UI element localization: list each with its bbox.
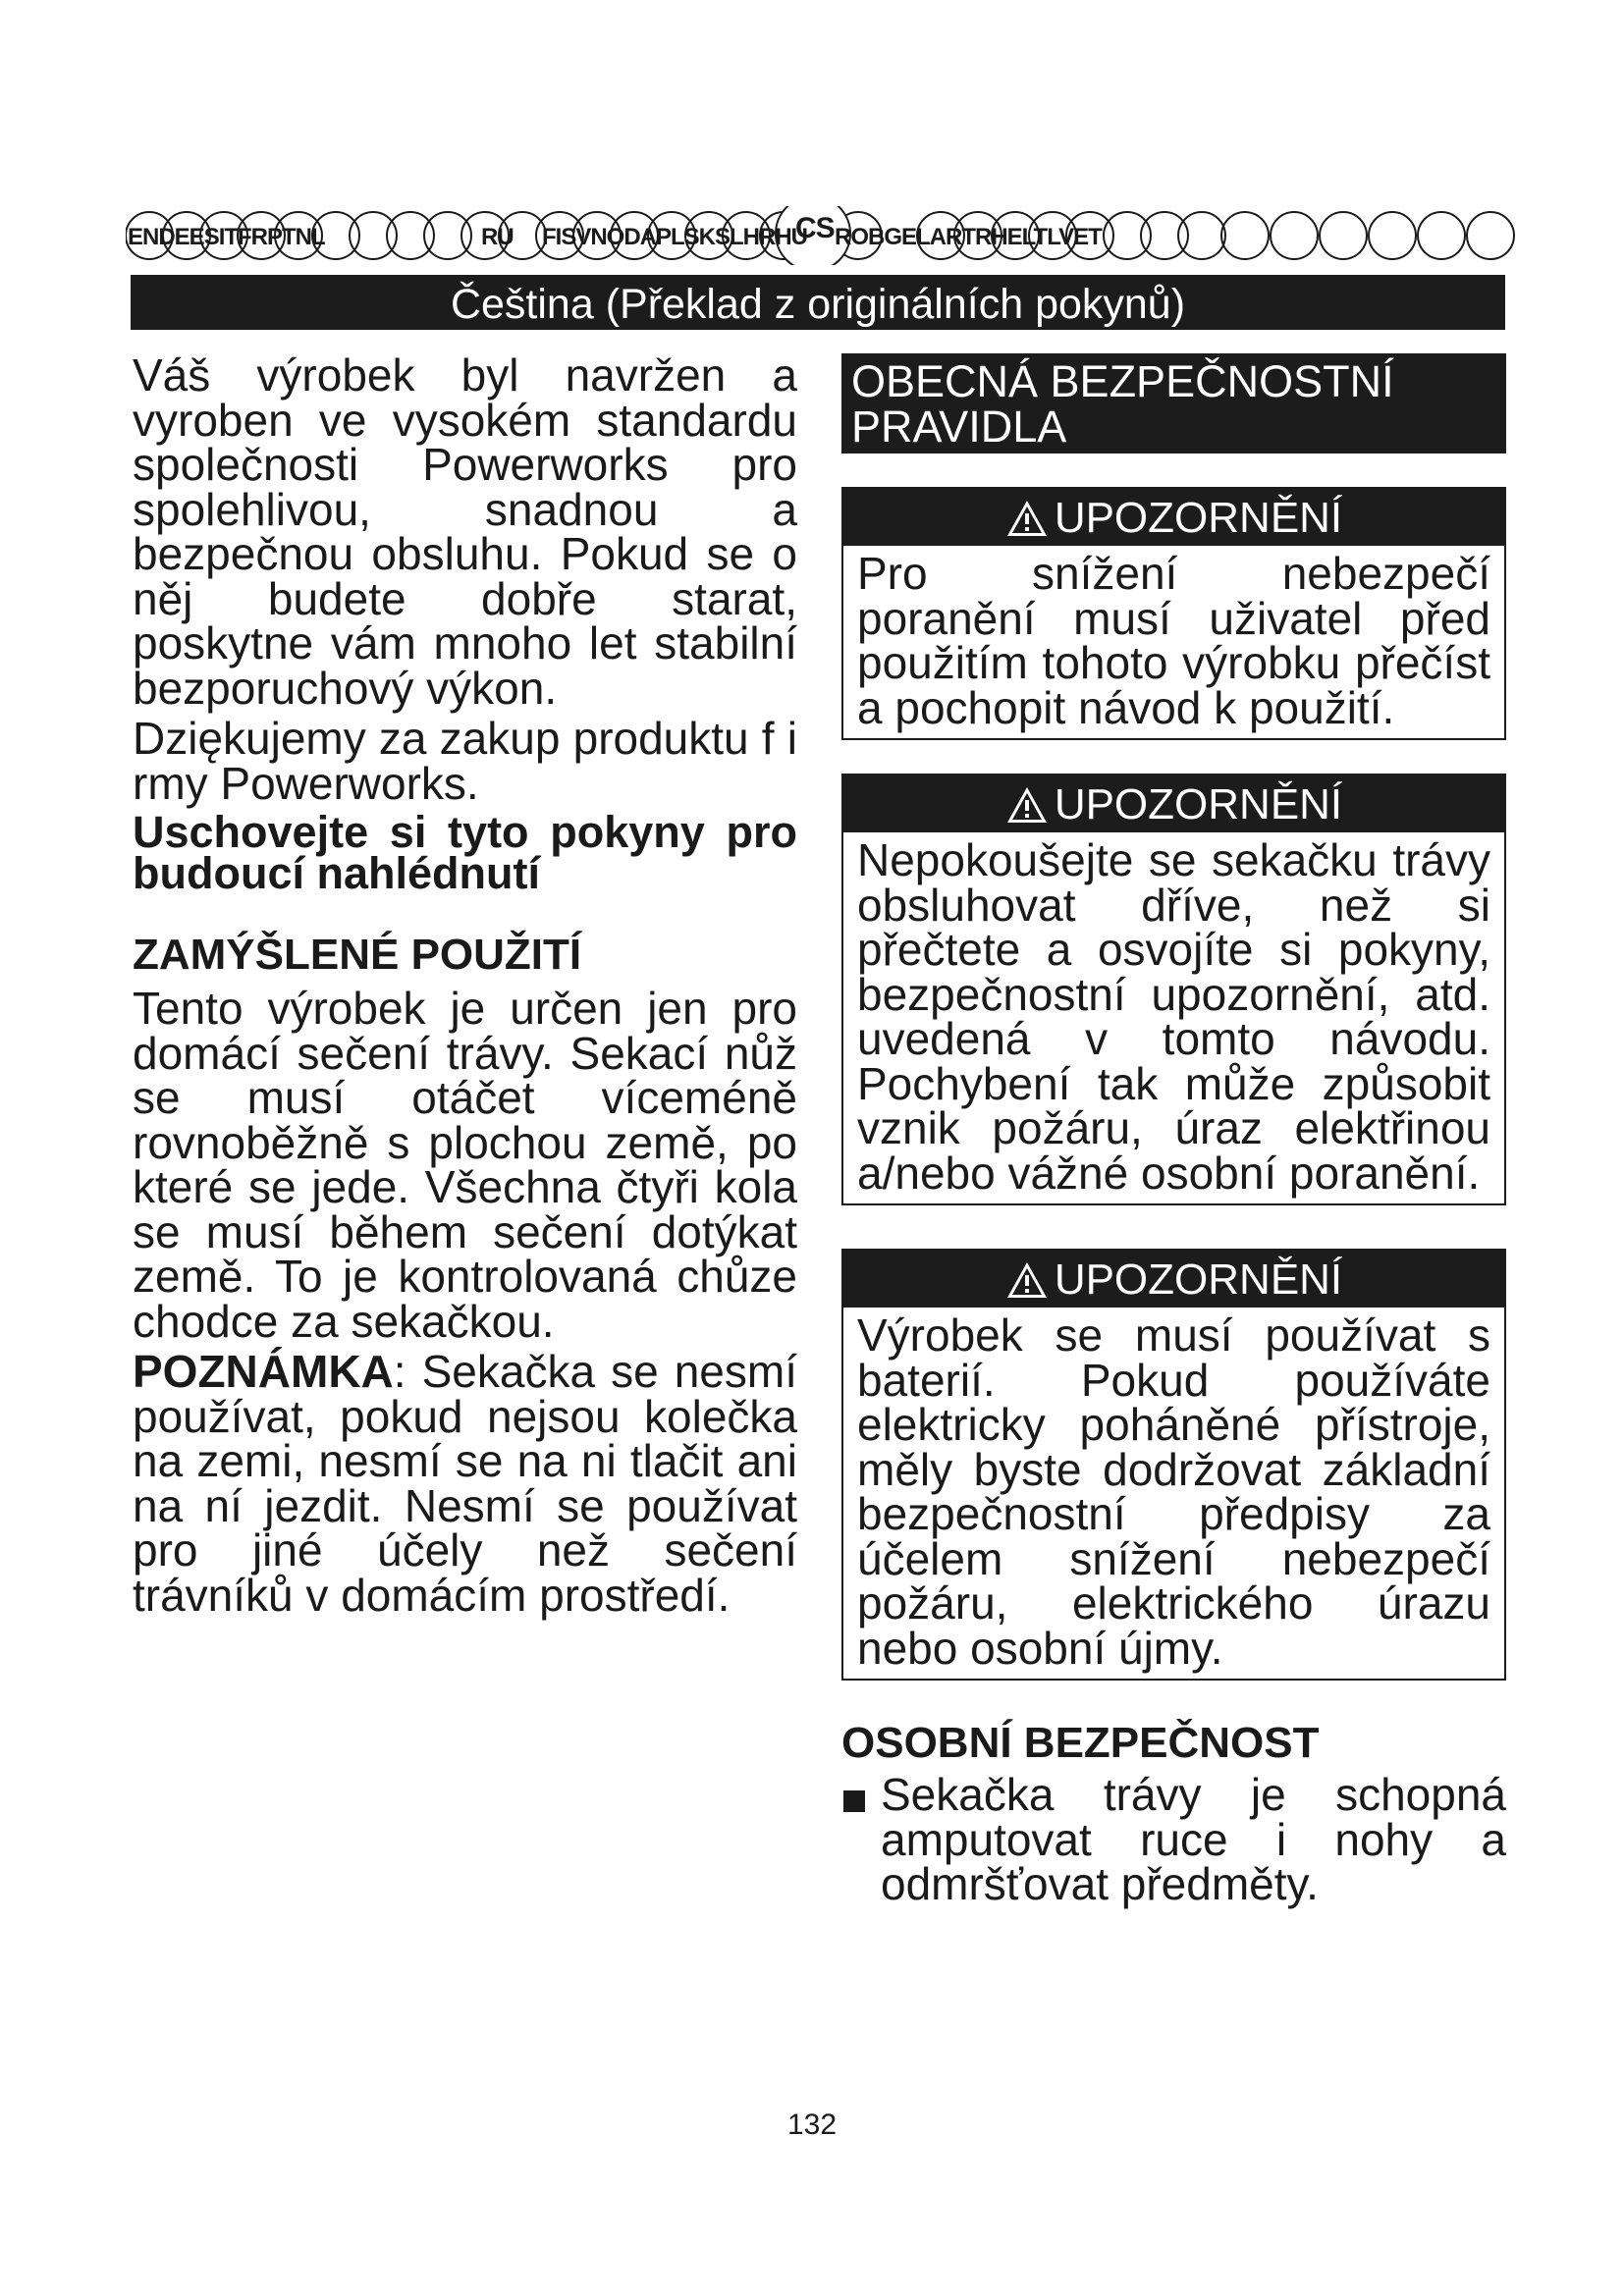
- intended-use-heading: ZAMÝŠLENÉ POUŽITÍ: [133, 931, 582, 979]
- warning-text: Výrobek se musí používat s baterií. Pokud používáte elektricky poháněné přístroje, měly byste dodržovat základní bezpečnostní předpisy za účelem snížení nebezpečí požáru, elektrického úrazu nebo osobní újmy.: [857, 1309, 1490, 1674]
- personal-safety-heading: OSOBNÍ BEZPEČNOST: [841, 1719, 1320, 1767]
- lang-group-2[interactable]: RU: [481, 224, 514, 250]
- warning-header: [843, 1251, 1504, 1308]
- thanks-paragraph: Dziękujemy za zakup produktu f i rmy Powerworks.: [133, 713, 797, 809]
- keep-instructions: Uschovejte si tyto pokyny pro budoucí nahlédnutí: [133, 807, 797, 898]
- lang-group-1[interactable]: ENDEESITFRPTNL: [128, 224, 325, 250]
- warning-label: UPOZORNĚNÍ: [1054, 494, 1343, 542]
- warning-text: Nepokoušejte se sekačku trávy obsluhovat dříve, než si přečtete a osvojíte si pokyny, bezpečnostní upozornění, atd. uvedená v tomto návodu. Pochybení tak může způsobit vznik požáru, úraz elektřinou a/nebo vážné osobní poranění.: [857, 834, 1490, 1199]
- section-title-bar: Čeština (Překlad z originálních pokynů): [131, 275, 1505, 330]
- general-safety-heading-line2: PRAVIDLA: [851, 401, 1067, 452]
- warning-box-3: [841, 1249, 1506, 1681]
- bullet-square-icon: [843, 1790, 865, 1812]
- lang-group-3[interactable]: FISVNODAPLSKSLHRHU: [542, 224, 808, 250]
- note-text: : Sekačka se nesmí používat, pokud nejsou kolečka na zemi, nesmí se na ni tlačit ani na ní jezdit. Nesmí se používat pro jiné účely než sečení trávníků v domácím prostředí.: [133, 1346, 797, 1621]
- lang-active[interactable]: CS: [795, 212, 835, 244]
- warning-text: Pro snížení nebezpečí poranění musí uživatel před použitím tohoto výrobku přečíst a pochopit návod k použití.: [857, 548, 1490, 733]
- warning-triangle-icon: [1005, 1260, 1049, 1300]
- warning-label: UPOZORNĚNÍ: [1054, 1255, 1343, 1304]
- page-number: 132: [786, 2109, 838, 2141]
- warning-box-2: [841, 774, 1506, 1205]
- bullet-item: [841, 1769, 1506, 1909]
- warning-triangle-icon: [1005, 785, 1049, 825]
- warning-triangle-icon: [1005, 499, 1049, 538]
- warning-header: [843, 775, 1504, 832]
- right-column: [841, 353, 1506, 1907]
- warning-box-1: [841, 487, 1506, 740]
- left-column: [133, 349, 797, 1621]
- note-label: POZNÁMKA: [133, 1346, 394, 1397]
- bullet-text: Sekačka trávy je schopná amputovat ruce i nohy a odmršťovat předměty.: [881, 1769, 1506, 1909]
- note-paragraph: [133, 1346, 797, 1621]
- warning-label: UPOZORNĚNÍ: [1054, 780, 1343, 828]
- general-safety-heading-line1: OBECNÁ BEZPEČNOSTNÍ: [851, 356, 1394, 406]
- language-tab-row: [126, 206, 1520, 265]
- general-safety-heading: [841, 353, 1506, 454]
- warning-header: [843, 489, 1504, 546]
- intro-paragraph: Váš výrobek byl navržen a vyroben ve vysokém standardu společnosti Powerworks pro spolehlivou, snadnou a bezpečnou obsluhu. Pokud se o něj budete dobře starat, poskytne vám mnoho let stabilní bezporuchový výkon.: [133, 349, 797, 714]
- lang-group-4[interactable]: ROBGELARTRHELTLVET: [835, 224, 1102, 250]
- intended-use-text: Tento výrobek je určen jen pro domácí sečení trávy. Sekací nůž se musí otáčet víceméně rovnoběžně s plochou země, po které se jede. Všechna čtyři kola se musí během sečení dotýkat země. To je kontrolovaná chůze chodce za sekačkou.: [133, 983, 797, 1347]
